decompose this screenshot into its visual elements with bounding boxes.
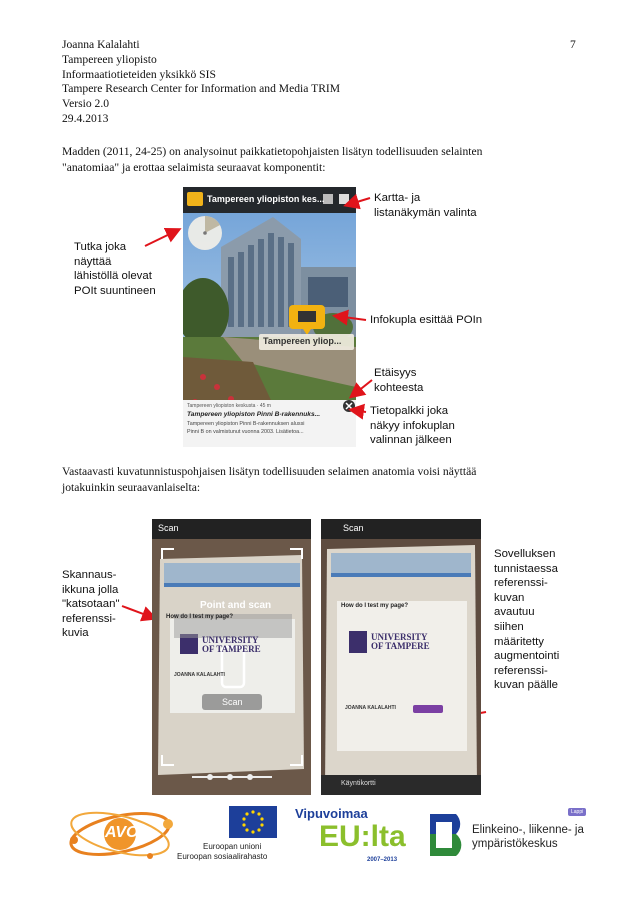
scan-button[interactable]: Scan	[222, 697, 243, 707]
eu-text-1: Euroopan unioni	[203, 842, 262, 851]
middle-line-2: jotakuinkin seuraavanlaiselta:	[62, 480, 201, 494]
research-center: Tampere Research Center for Information and Media TRIM	[62, 82, 341, 96]
arrow-distance	[352, 380, 372, 396]
ely-text-1: Elinkeino-, liikenne- ja	[472, 824, 584, 836]
arrow-scan-window	[122, 606, 154, 618]
version: Versio 2.0	[62, 97, 110, 111]
unit: Informaatiotieteiden yksikkö SIS	[62, 67, 216, 81]
label-distance: Etäisyys kohteesta	[374, 367, 424, 394]
ely-region-badge: Lappi	[568, 808, 586, 816]
label-radar: Tutka joka näyttää lähistöllä olevat POIt suuntineen	[74, 241, 156, 297]
ely-text-2: ympäristökeskus	[472, 838, 558, 850]
poi-banner: Tampereen yliop...	[263, 336, 342, 346]
info-bar-meta: Tampereen yliopiston keskusta · 45 m	[187, 403, 271, 409]
label-info-bar: Tietopalkki joka näkyy infokuplan valinnan jälkeen	[370, 405, 455, 447]
person-name-left: JOANNA KALALAHTI	[174, 672, 225, 678]
info-bar-title[interactable]: Tampereen yliopiston Pinni B-rakennuks...	[187, 411, 321, 418]
person-name-right: JOANNA KALALAHTI	[345, 705, 396, 711]
scan-title-right: Scan	[343, 523, 364, 533]
eu-logo	[175, 806, 285, 866]
arrow-info-bar	[352, 410, 366, 412]
middle-line-1: Vastaavasti kuvatunnistuspohjaisen lisätyn todellisuuden selaimen anatomia voisi näyttää	[62, 465, 477, 478]
intro-line-2: "anatomiaa" ja erottaa selaimista seuraavat komponentit:	[62, 160, 326, 174]
scan-title-left: Scan	[158, 523, 179, 533]
university: Tampereen yliopisto	[62, 52, 157, 66]
arrow-map-toggle	[347, 198, 370, 205]
eu-text-2: Euroopan sosiaalirahasto	[177, 852, 268, 861]
vipu-main: EU:lta	[319, 820, 406, 853]
label-scan-window: Skannaus- ikkuna jolla "katsotaan" referenssi- kuvia	[62, 569, 120, 640]
page-number: 7	[570, 38, 576, 51]
label-info-bubble: Infokupla esittää POIn	[370, 314, 483, 326]
univ-logo-left: UNIVERSITY OF TAMPERE	[202, 635, 261, 654]
arrow-radar	[145, 230, 178, 246]
vipu-top: Vipuvoimaa	[295, 806, 368, 821]
avo-logo	[62, 806, 182, 866]
author: Joanna Kalalahti	[62, 38, 140, 51]
vipuvoimaa-logo	[293, 806, 413, 868]
label-map-toggle: Kartta- ja listanäkymän valinta	[374, 192, 477, 219]
info-bar-text-2: Pinni B on valmistunut vuonna 2003. Lisätietoa...	[187, 429, 304, 435]
avo-text: AVO	[105, 824, 139, 841]
arrow-info-bubble	[336, 316, 366, 320]
middle-paragraph	[62, 464, 582, 495]
ely-logo	[426, 806, 594, 866]
scan-screen-left	[152, 519, 311, 795]
business-card-tab[interactable]: Käyntikortti	[341, 780, 376, 787]
date: 29.4.2013	[62, 111, 109, 125]
intro-line-1: Madden (2011, 24-25) on analysoinut paikkatietopohjaisten lisätyn todellisuuden selainten	[62, 145, 483, 158]
doc-heading-right: How do I test my page?	[341, 603, 409, 609]
univ-logo-right: UNIVERSITY OF TAMPERE	[371, 632, 430, 651]
info-bar-text-1: Tampereen yliopiston Pinni B-rakennuksen alussi	[187, 421, 305, 427]
doc-heading-left: How do I test my page?	[166, 614, 234, 620]
vipu-years: 2007–2013	[367, 857, 398, 863]
label-augment: Sovelluksen tunnistaessa referenssi- kuvan avautuu siihen määritetty augmentointi referenssi- kuvan päälle	[494, 548, 560, 692]
point-and-scan-label: Point and scan	[200, 600, 272, 611]
scan-screen-right	[321, 519, 481, 795]
ar-app-title: Tampereen yliopiston kes...	[207, 194, 325, 204]
